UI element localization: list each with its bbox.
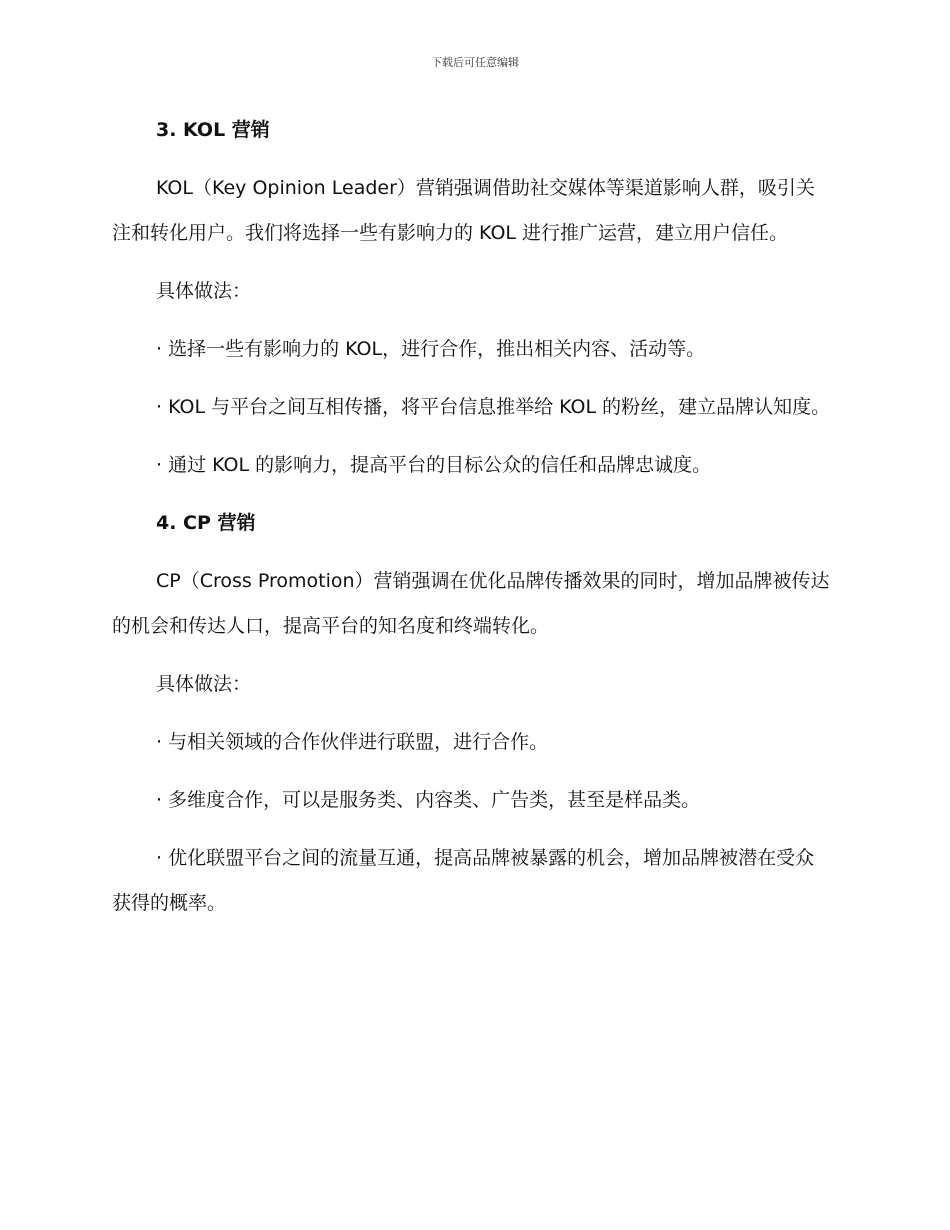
bullet-item: · 选择一些有影响力的 KOL，进行合作，推出相关内容、活动等。 [156,338,706,360]
section-heading: 4. CP 营销 [156,512,256,534]
section-cp-marketing [112,501,832,926]
bullet-item: · 通过 KOL 的影响力，提高平台的目标公众的信任和品牌忠诚度。 [156,454,712,476]
paragraph-method-label: 具体做法： [156,280,252,302]
bullet-item: · 优化联盟平台之间的流量互通，提高品牌被暴露的机会，增加品牌被潜在受众获得的概率。 [112,847,815,914]
paragraph-method-label: 具体做法： [156,673,252,695]
header-note: 下载后可任意编辑 [431,56,519,69]
document-body [112,108,832,939]
section-heading: 3. KOL 营销 [156,119,270,141]
bullet-item: · 多维度合作，可以是服务类、内容类、广告类，甚至是样品类。 [156,789,701,811]
paragraph-intro: KOL（Key Opinion Leader）营销强调借助社交媒体等渠道影响人群，吸引关注和转化用户。我们将选择一些有影响力的 KOL 进行推广运营，建立用户信任。 [112,177,815,244]
bullet-item: · KOL 与平台之间互相传播，将平台信息推举给 KOL 的粉丝，建立品牌认知度。 [156,396,831,418]
section-kol-marketing [112,108,832,488]
paragraph-intro: CP（Cross Promotion）营销强调在优化品牌传播效果的同时，增加品牌被传达的机会和传达人口，提高平台的知名度和终端转化。 [112,570,830,637]
bullet-item: · 与相关领域的合作伙伴进行联盟，进行合作。 [156,731,549,753]
